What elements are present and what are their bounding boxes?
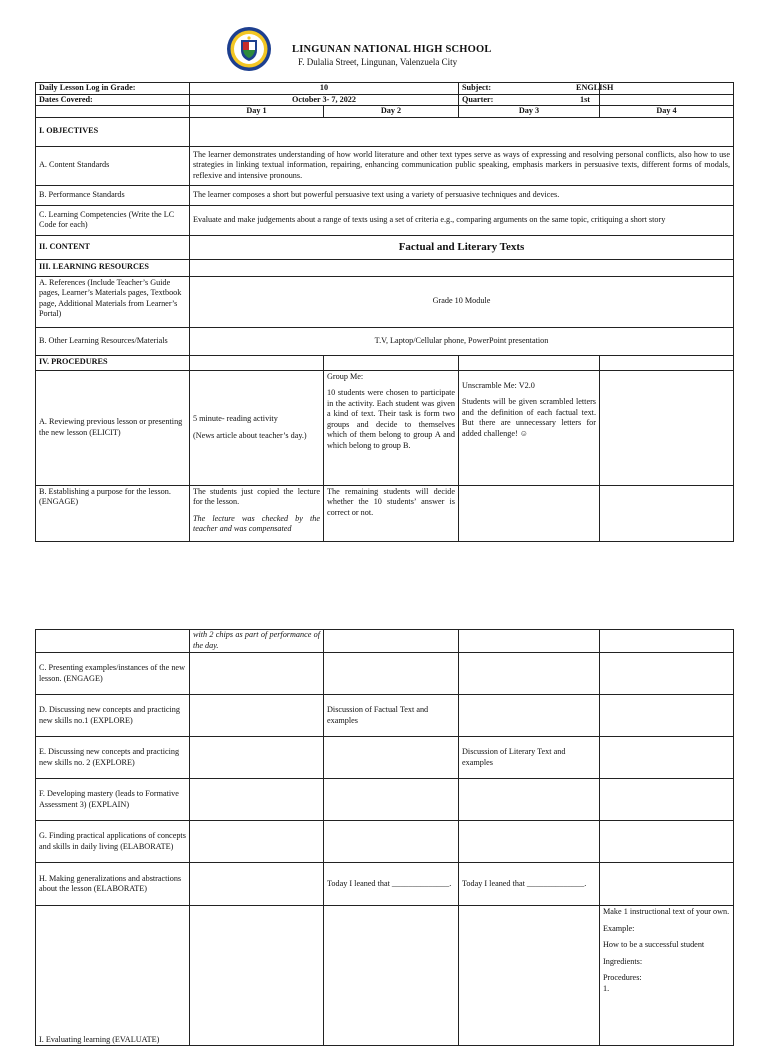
procedure-f-label: F. Developing mastery (leads to Formative Assessment 3) (EXPLAIN) [36,779,190,821]
procedure-a-day-1-line-2: (News article about teacher’s day.) [193,430,307,440]
school-seal-logo [226,26,272,72]
content-value: Factual and Literary Texts [190,235,734,259]
performance-standards-label: B. Performance Standards [36,185,190,205]
competencies-text: Evaluate and make judgements about a range of texts using a set of criteria e.g., comparing arguments on the same topic, critiquing a short story [190,205,734,235]
other-resources-label: B. Other Learning Resources/Materials [36,327,190,355]
school-address: F. Dulalia Street, Lingunan, Valenzuela City [298,57,458,67]
procedure-a-day-3 [459,370,600,485]
day-4-header: Day 4 [600,106,734,118]
procedure-e-label: E. Discussing new concepts and practicing new skills no. 2 (EXPLORE) [36,737,190,779]
objectives-heading: I. OBJECTIVES [36,117,190,146]
quarter-value: 1st [600,94,734,106]
subject-value: ENGLISH [600,83,734,95]
procedure-b-day-1-line-2: The lecture was checked by the teacher and was compensated [193,513,320,533]
procedure-b-day-1 [190,485,324,541]
procedure-a-label: A. Reviewing previous lesson or presenting the new lesson (ELICIT) [36,370,190,485]
procedure-a-day-2-line-1: Group Me: [327,371,364,381]
procedure-i-day-4-line-6: 1. [603,983,610,993]
procedure-b-day-1-line-1: The students just copied the lecture for the lesson. [193,486,320,506]
lesson-log-table-page-2 [35,629,734,1046]
other-resources-value: T.V, Laptop/Cellular phone, PowerPoint presentation [190,327,734,355]
procedure-b-day-2: The remaining students will decide whether the 10 students’ answer is correct or not. [324,485,459,541]
procedure-e-day-3: Discussion of Literary Text and examples [459,737,600,779]
procedure-h-day-3: Today I leaned that ______________. [459,863,600,906]
day-3-header: Day 3 [459,106,600,118]
page-2 [0,600,768,1044]
procedure-a-day-3-line-2: Students will be given scrambled letters and the definition of each factual text. But there are unnecessary letters for added challenge! ☺ [462,397,596,438]
school-name: LINGUNAN NATIONAL HIGH SCHOOL [292,44,492,55]
content-standards-text: The learner demonstrates understanding of how world literature and other text types serve as ways of expressing and resolving personal conflicts, also how to use strategies in linking textual information, repairing, enhancing communication public speaking, emphasis markers in persuasive texts, different forms of modals, reflexive and intensive pronouns. [190,146,734,185]
procedure-b-day-1-continued: with 2 chips as part of performance of the day. [190,630,324,653]
performance-standards-text: The learner composes a short but powerful persuasive text using a variety of persuasive techniques and devices. [190,185,734,205]
procedure-i-day-4-line-1: Make 1 instructional text of your own. [603,907,730,916]
content-heading: II. CONTENT [36,235,190,259]
procedure-i-day-4-line-5: Procedures: [603,973,642,982]
procedure-d-day-2: Discussion of Factual Text and examples [324,695,459,737]
dates-value: October 3- 7, 2022 [190,94,459,106]
subject-label: Subject: [459,83,600,95]
procedure-a-day-2 [324,370,459,485]
references-value: Grade 10 Module [190,276,734,327]
procedure-a-day-1 [190,370,324,485]
procedure-i-day-4-line-3: How to be a successful student [603,940,705,949]
day-header-blank [36,106,190,118]
lesson-log-table-page-1 [35,82,734,542]
content-standards-label: A. Content Standards [36,146,190,185]
procedure-i-label-text: I. Evaluating learning (EVALUATE) [39,1034,160,1044]
grade-value: 10 [190,83,459,95]
procedure-i-label [36,906,190,1046]
grade-label: Daily Lesson Log in Grade: [36,83,190,95]
procedure-i-day-4-line-4: Ingredients: [603,956,643,966]
procedure-d-label: D. Discussing new concepts and practicing new skills no.1 (EXPLORE) [36,695,190,737]
procedure-i-day-4-line-2: Example: [603,923,635,933]
procedure-a-day-2-line-2: 10 students were chosen to participate in the activity. Each student was given a kind of text. Their task is form two groups and decide to themselves which of them belong to group A and which belong to group B. [327,388,455,450]
procedure-i-day-4 [600,906,734,1046]
quarter-label: Quarter: [459,94,600,106]
procedure-a-day-1-line-1: 5 minute- reading activity [193,414,278,423]
procedure-a-day-3-line-1: Unscramble Me: V2.0 [462,380,535,390]
procedure-h-label: H. Making generalizations and abstractions about the lesson (ELABORATE) [36,863,190,906]
procedure-g-label: G. Finding practical applications of concepts and skills in daily living (ELABORATE) [36,821,190,863]
procedure-h-day-2: Today I leaned that ______________. [324,863,459,906]
school-header [226,26,526,76]
day-1-header: Day 1 [190,106,324,118]
procedure-c-label: C. Presenting examples/instances of the new lesson. (ENGAGE) [36,653,190,695]
resources-heading: III. LEARNING RESOURCES [36,259,190,276]
competencies-label: C. Learning Competencies (Write the LC Code for each) [36,205,190,235]
procedure-b-label: B. Establishing a purpose for the lesson. (ENGAGE) [36,485,190,541]
dates-label: Dates Covered: [36,94,190,106]
day-2-header: Day 2 [324,106,459,118]
procedures-heading: IV. PROCEDURES [36,355,190,370]
references-label: A. References (Include Teacher’s Guide pages, Learner’s Materials pages, Textbook page, Additional Materials from Learner’s Portal) [36,276,190,327]
